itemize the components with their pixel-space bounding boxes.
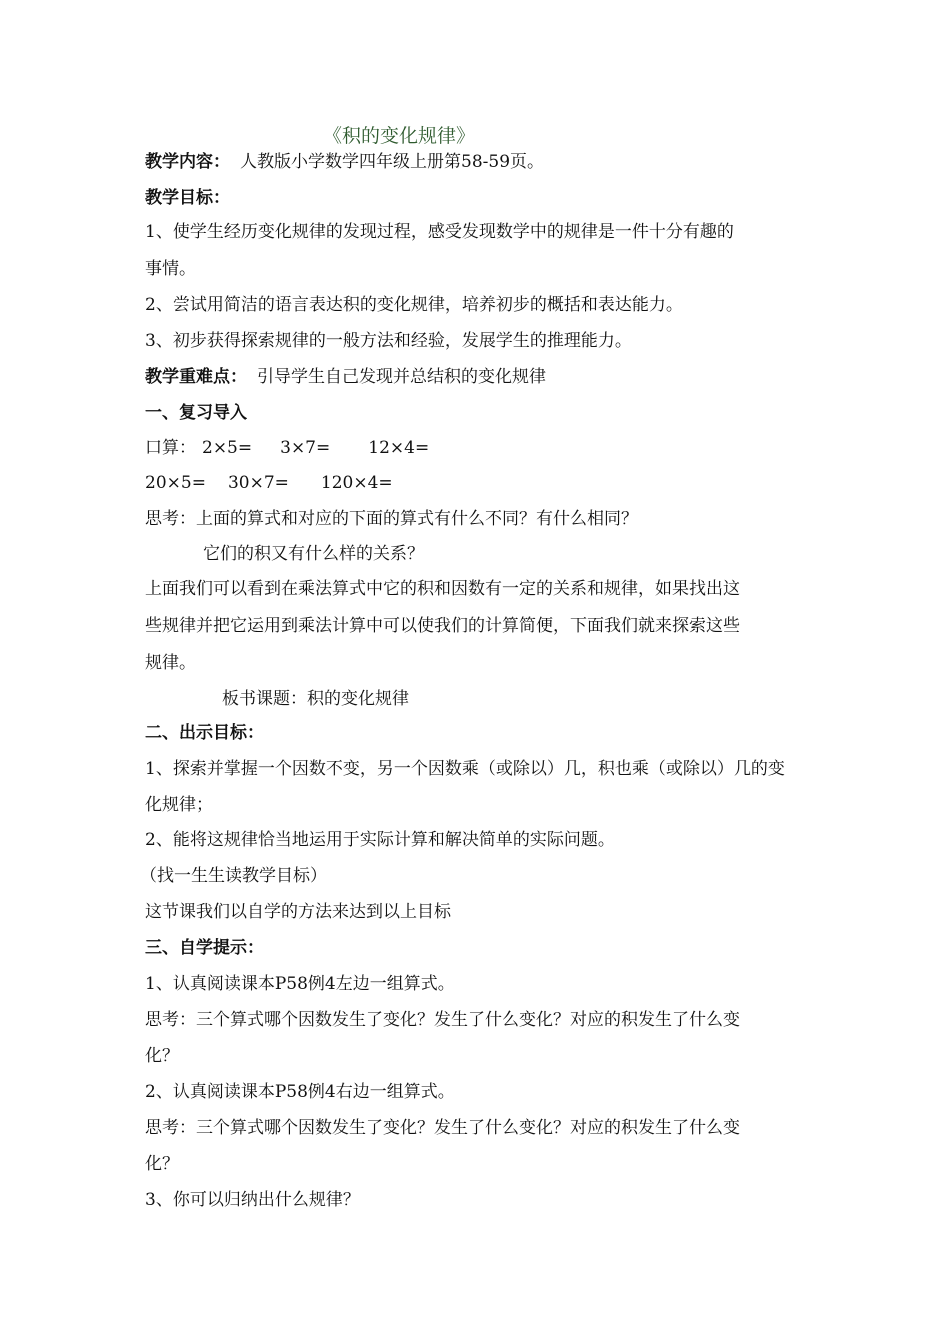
hint-1-line: 1、认真阅读课本P58例4左边一组算式。 (145, 974, 455, 994)
target-1-line-b: 化规律； (145, 795, 213, 815)
goal-1-line-a: 1、使学生经历变化规律的发现过程，感受发现数学中的规律是一件十分有趣的 (145, 222, 734, 242)
goal-1-line-b: 事情。 (145, 259, 196, 279)
oral-calc-item: 120×4= (320, 473, 393, 493)
hint-2-think-line-b: 化？ (145, 1154, 179, 1174)
teaching-content-label: 教学内容： (145, 152, 230, 172)
hint-2-line: 2、认真阅读课本P58例4右边一组算式。 (145, 1082, 455, 1102)
section-2-heading: 二、出示目标： (145, 723, 264, 743)
section-3-heading: 三、自学提示： (145, 938, 264, 958)
board-title-line: 板书课题：积的变化规律 (222, 689, 409, 709)
key-points-line (145, 366, 546, 388)
hint-2-think-line-a: 思考：三个算式哪个因数发生了变化？发生了什么变化？对应的积发生了什么变 (145, 1118, 740, 1138)
hint-3-line: 3、你可以归纳出什么规律？ (145, 1190, 360, 1210)
key-points-value: 引导学生自己发现并总结积的变化规律 (257, 367, 546, 387)
teaching-content-line (145, 151, 544, 173)
teaching-content-value: 人教版小学数学四年级上册第58-59页。 (240, 152, 545, 172)
oral-calc-item: 20×5= (145, 473, 206, 493)
oral-calc-item: 2×5= (202, 438, 253, 458)
intro-paragraph-line-a: 上面我们可以看到在乘法算式中它的积和因数有一定的关系和规律，如果找出这 (145, 579, 740, 599)
target-1-line-a: 1、探索并掌握一个因数不变，另一个因数乘（或除以）几，积也乘（或除以）几的变 (145, 759, 785, 779)
hint-1-think-line-b: 化？ (145, 1046, 179, 1066)
target-2-line: 2、能将这规律恰当地运用于实际计算和解决简单的实际问题。 (145, 830, 615, 850)
teaching-goals-heading: 教学目标： (145, 188, 230, 208)
intro-paragraph-line-b: 些规律并把它运用到乘法计算中可以使我们的计算简便，下面我们就来探索这些 (145, 616, 740, 636)
oral-calc-row-1 (145, 437, 429, 459)
oral-calc-item: 3×7= (280, 438, 331, 458)
key-points-label: 教学重难点： (145, 367, 247, 387)
document-title: 《积的变化规律》 (323, 125, 476, 147)
goal-3-line: 3、初步获得探索规律的一般方法和经验，发展学生的推理能力。 (145, 331, 632, 351)
oral-calc-label: 口算： (145, 438, 196, 458)
target-method-line: 这节课我们以自学的方法来达到以上目标 (145, 902, 451, 922)
hint-1-think-line-a: 思考：三个算式哪个因数发生了变化？发生了什么变化？对应的积发生了什么变 (145, 1010, 740, 1030)
oral-calc-item: 12×4= (368, 438, 430, 458)
oral-calc-item: 30×7= (227, 473, 289, 493)
goal-2-line: 2、尝试用简洁的语言表达积的变化规律，培养初步的概括和表达能力。 (145, 295, 683, 315)
think-line-1: 思考：上面的算式和对应的下面的算式有什么不同？有什么相同？ (145, 509, 638, 529)
oral-calc-row-2 (145, 472, 393, 494)
target-note-line: （找一生生读教学目标） (140, 866, 327, 886)
intro-paragraph-line-c: 规律。 (145, 653, 196, 673)
think-line-2: 它们的积又有什么样的关系？ (203, 544, 424, 564)
section-1-heading: 一、复习导入 (145, 403, 247, 423)
